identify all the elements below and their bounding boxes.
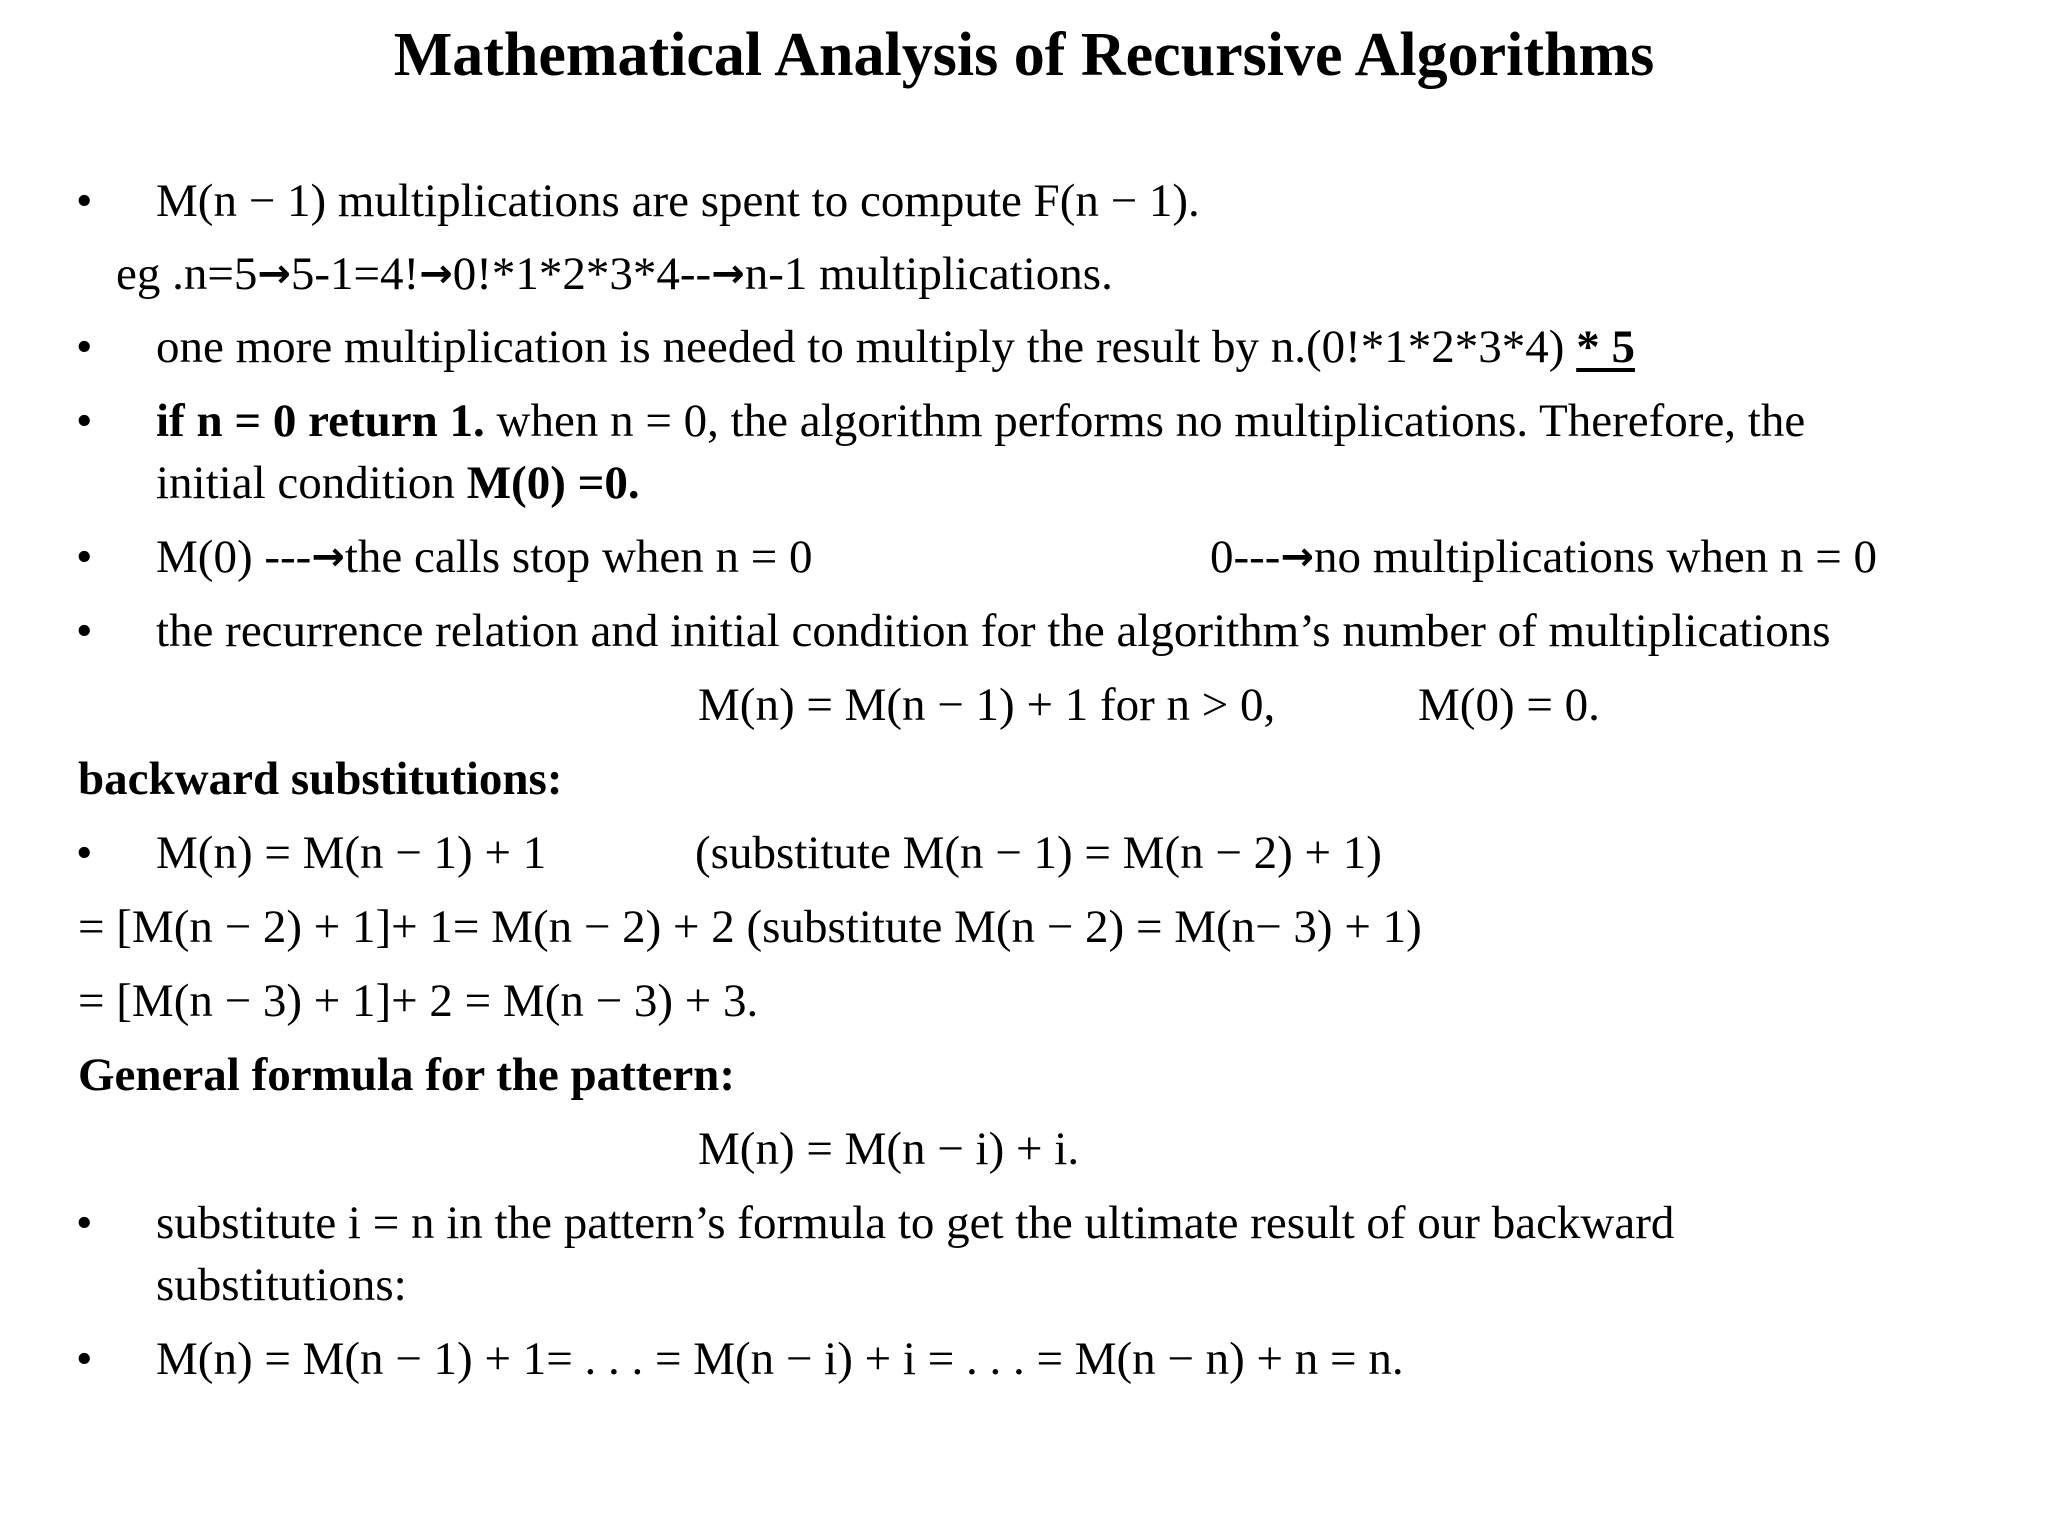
arrow-right-icon: → — [1280, 534, 1314, 580]
arrow-right-icon: → — [311, 534, 345, 580]
bullet-icon: • — [76, 1333, 93, 1385]
bullet-icon: • — [76, 395, 93, 447]
slide-title: Mathematical Analysis of Recursive Algorithms — [393, 21, 1655, 89]
substitution-step-3: = [M(n − 3) + 1]+ 2 = M(n − 3) + 3. — [78, 975, 759, 1027]
bullet-3-text-2: initial condition — [156, 457, 467, 509]
substitution-note-1: (substitute M(n − 1) = M(n − 2) + 1) — [695, 827, 1382, 879]
bullet-2-main: one more multiplication is needed to multiply the result by n.(0!*1*2*3*4) — [156, 321, 1577, 373]
substitution-step-1: M(n) = M(n − 1) + 1 — [156, 827, 547, 879]
bullet-icon: • — [76, 1197, 93, 1249]
bullet-icon: • — [76, 175, 93, 227]
bullet-4-left-part-2: the calls stop when n = 0 — [344, 531, 813, 583]
bullet-icon: • — [76, 605, 93, 657]
example-part-2: 5-1=4! — [290, 248, 420, 300]
bullet-2-emphasis: * 5 — [1576, 321, 1635, 373]
initial-condition-equation: M(0) = 0. — [1418, 679, 1600, 731]
bullet-icon: • — [76, 827, 93, 879]
recurrence-equation: M(n) = M(n − 1) + 1 for n > 0, — [698, 679, 1276, 731]
bullet-4-right-part-2: no multiplications when n = 0 — [1313, 531, 1878, 583]
bullet-7-line-1: substitute i = n in the pattern’s formula to get the ultimate result of our backward — [156, 1197, 1675, 1249]
bullet-4-left-part-1: M(0) --- — [156, 531, 312, 583]
general-formula-heading: General formula for the pattern: — [78, 1049, 735, 1101]
bullet-3-line-2 — [156, 452, 640, 514]
bullet-4-right-part-1: 0--- — [1210, 531, 1281, 583]
arrow-right-icon: → — [419, 251, 453, 297]
bullet-1-text: M(n − 1) multiplications are spent to compute F(n − 1). — [156, 175, 1200, 227]
example-part-3: 0!*1*2*3*4-- — [452, 248, 712, 300]
bullet-7-line-2: substitutions: — [156, 1259, 407, 1311]
backward-substitutions-heading: backward substitutions: — [78, 753, 563, 805]
example-part-4: n-1 multiplications. — [744, 248, 1113, 300]
bullet-3-text: when n = 0, the algorithm performs no multiplications. Therefore, the — [484, 395, 1806, 447]
bullet-icon: • — [76, 321, 93, 373]
bullet-4-right — [1210, 526, 1877, 590]
bullet-3-line-1 — [156, 390, 1805, 452]
example-line — [116, 243, 1113, 307]
bullet-3-code: if n = 0 return 1. — [156, 395, 485, 447]
substitution-step-2: = [M(n − 2) + 1]+ 1= M(n − 2) + 2 (substitute M(n − 2) = M(n− 3) + 1) — [78, 901, 1422, 953]
bullet-2-text — [156, 316, 1635, 378]
final-result-equation: M(n) = M(n − 1) + 1= . . . = M(n − i) + i = . . . = M(n − n) + n = n. — [156, 1333, 1404, 1385]
arrow-right-icon: → — [257, 251, 291, 297]
bullet-3-condition: M(0) =0. — [466, 457, 640, 509]
arrow-right-icon: → — [711, 251, 745, 297]
bullet-4-left — [156, 526, 813, 590]
example-part-1: eg .n=5 — [116, 248, 258, 300]
general-formula-equation: M(n) = M(n − i) + i. — [698, 1123, 1080, 1175]
bullet-icon: • — [76, 531, 93, 583]
bullet-5-text: the recurrence relation and initial condition for the algorithm’s number of multiplications — [156, 605, 1831, 657]
